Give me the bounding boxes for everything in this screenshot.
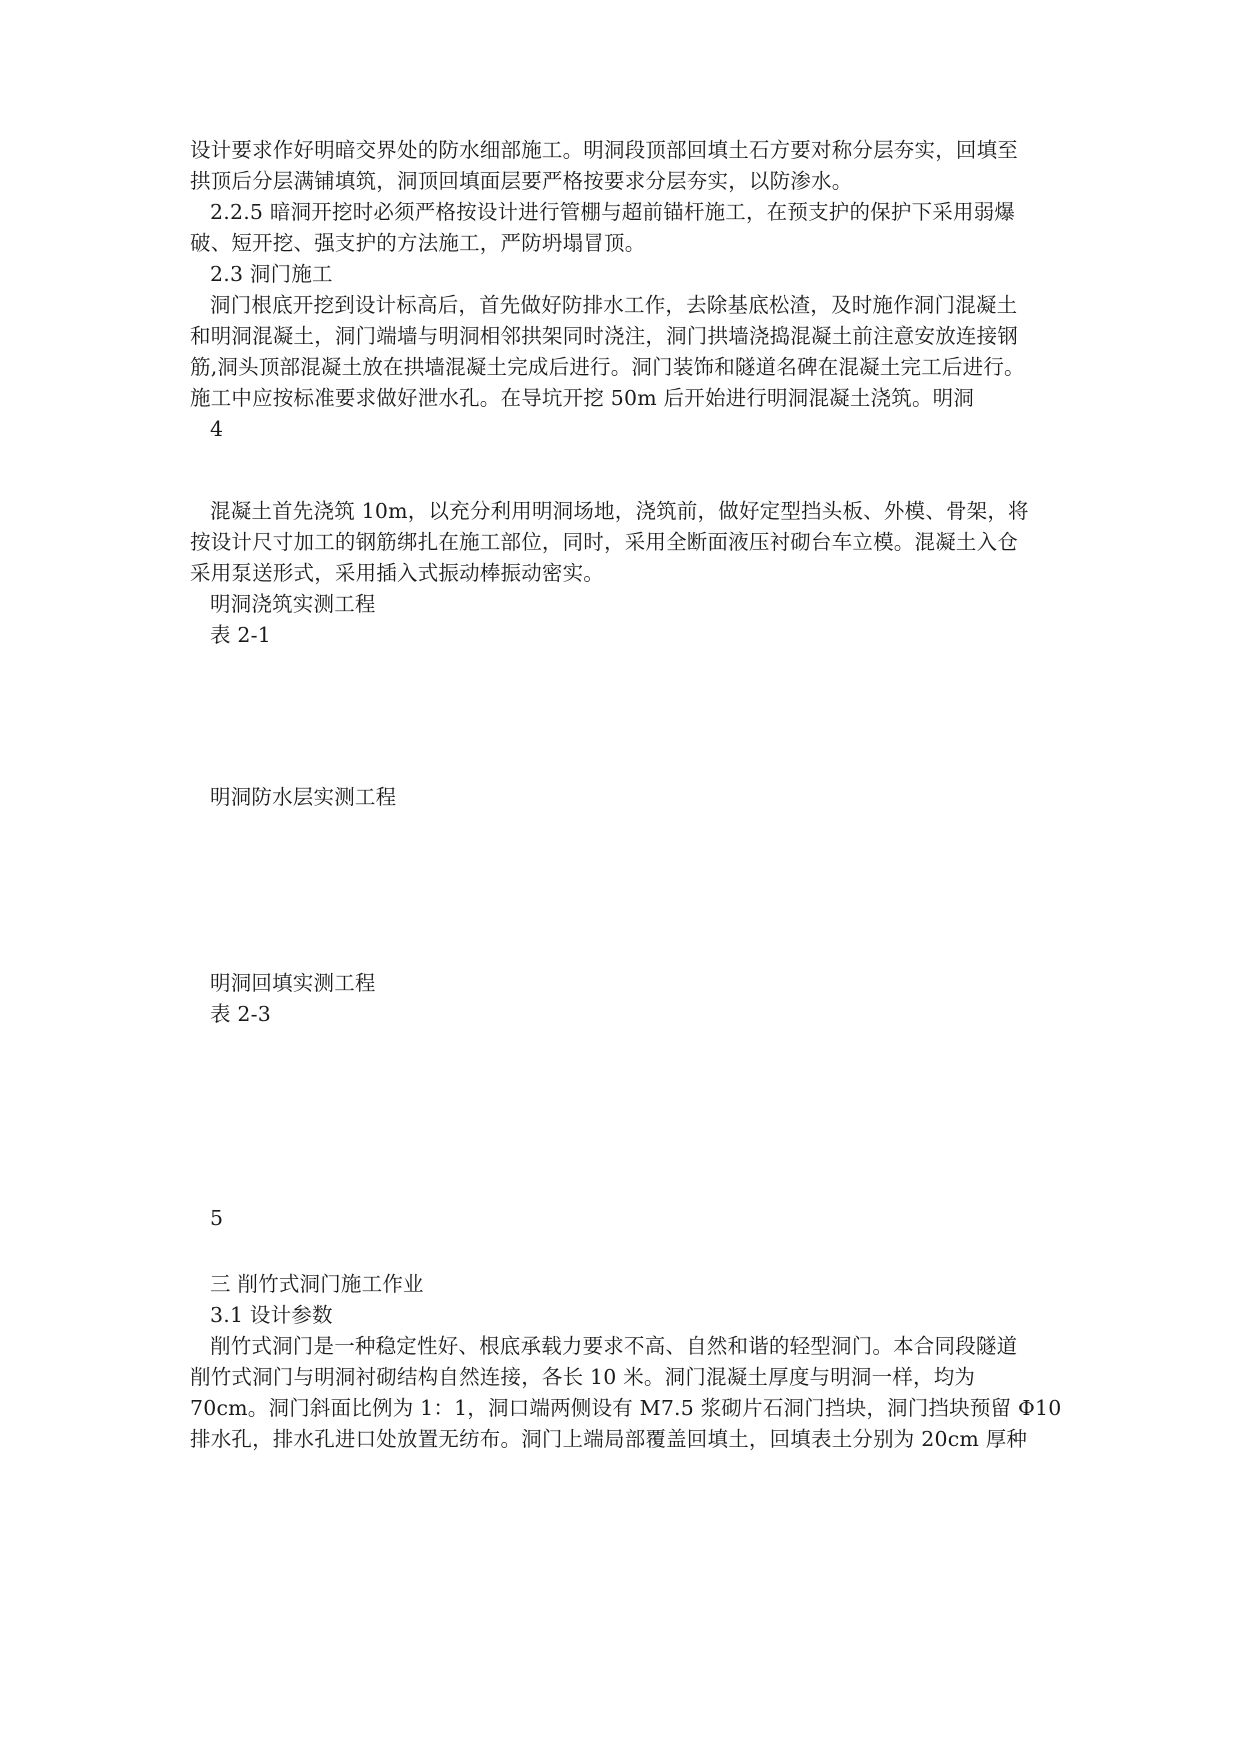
paragraph-line: 破、短开挖、强支护的方法施工，严防坍塌冒顶。 — [190, 231, 646, 255]
paragraph-line: 筋,洞头顶部混凝土放在拱墙混凝土完成后进行。洞门装饰和隧道名碑在混凝土完工后进行。 — [190, 355, 1025, 379]
paragraph-line: 按设计尺寸加工的钢筋绑扎在施工部位，同时，采用全断面液压衬砌台车立模。混凝土入仓 — [190, 530, 1018, 554]
paragraph-line: 2.2.5 暗洞开挖时必须严格按设计进行管棚与超前锚杆施工，在预支护的保护下采用弱爆 — [210, 200, 1016, 224]
table-number: 表 2-3 — [210, 1002, 272, 1026]
table-caption: 明洞防水层实测工程 — [210, 785, 397, 809]
section-heading: 2.3 洞门施工 — [210, 262, 333, 286]
paragraph-line: 设计要求作好明暗交界处的防水细部施工。明洞段顶部回填土石方要对称分层夯实，回填至 — [190, 138, 1018, 162]
table-caption: 明洞浇筑实测工程 — [210, 592, 376, 616]
page-number: 4 — [210, 417, 224, 441]
section-heading: 3.1 设计参数 — [210, 1303, 333, 1327]
paragraph-line: 削竹式洞门与明洞衬砌结构自然连接，各长 10 米。洞门混凝土厚度与明洞一样，均为 — [190, 1365, 976, 1389]
table-caption: 明洞回填实测工程 — [210, 971, 376, 995]
paragraph-line: 混凝土首先浇筑 10m，以充分利用明洞场地，浇筑前，做好定型挡头板、外模、骨架，将 — [210, 499, 1029, 523]
chapter-heading: 三 削竹式洞门施工作业 — [210, 1272, 424, 1296]
table-number: 表 2-1 — [210, 623, 272, 647]
paragraph-line: 拱顶后分层满铺填筑，洞顶回填面层要严格按要求分层夯实，以防渗水。 — [190, 169, 853, 193]
paragraph-line: 采用泵送形式，采用插入式振动棒振动密实。 — [190, 561, 604, 585]
paragraph-line: 70cm。洞门斜面比例为 1：1，洞口端两侧设有 M7.5 浆砌片石洞门挡块，洞门挡块预留 Φ10 — [190, 1396, 1062, 1420]
paragraph-line: 施工中应按标准要求做好泄水孔。在导坑开挖 50m 后开始进行明洞混凝土浇筑。明洞 — [190, 386, 975, 410]
paragraph-line: 洞门根底开挖到设计标高后，首先做好防排水工作，去除基底松渣，及时施作洞门混凝土 — [210, 293, 1018, 317]
paragraph-line: 排水孔，排水孔进口处放置无纺布。洞门上端局部覆盖回填土，回填表土分别为 20cm 厚种 — [190, 1427, 1028, 1451]
paragraph-line: 削竹式洞门是一种稳定性好、根底承载力要求不高、自然和谐的轻型洞门。本合同段隧道 — [210, 1334, 1018, 1358]
page-number: 5 — [210, 1206, 224, 1230]
paragraph-line: 和明洞混凝土，洞门端墙与明洞相邻拱架同时浇注，洞门拱墙浇捣混凝土前注意安放连接钢 — [190, 324, 1018, 348]
